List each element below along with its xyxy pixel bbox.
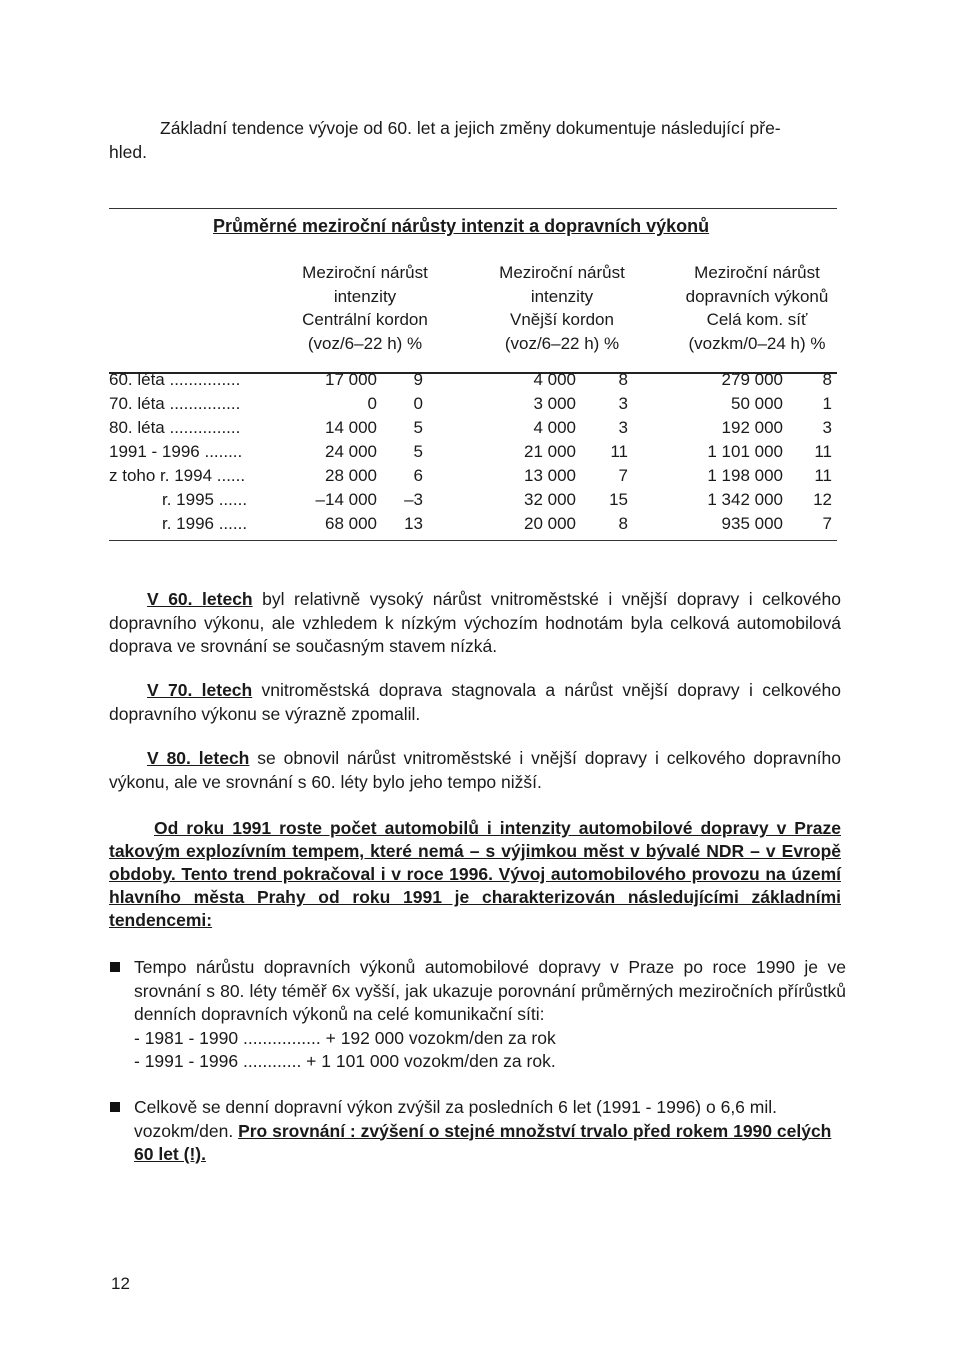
header-line: dopravních výkonů xyxy=(685,286,829,306)
paragraph-70s xyxy=(109,679,841,726)
row-label: r. 1996 ...... xyxy=(162,514,248,533)
row-label: 1991 - 1996 ........ xyxy=(109,442,243,461)
row-label: 70. léta ............... xyxy=(109,394,241,413)
table-row xyxy=(0,394,960,418)
header-line: intenzity xyxy=(333,286,397,306)
bullet-line: - 1991 - 1996 ............ + 1 101 000 vozokm/den za rok. xyxy=(134,1051,556,1071)
paragraph-60s xyxy=(109,588,841,659)
table-row xyxy=(0,418,960,442)
cell: 13 xyxy=(404,514,423,533)
cell: 50 000 xyxy=(731,394,783,413)
table-row xyxy=(0,370,960,394)
header-line: (voz/6–22 h) % xyxy=(504,333,620,353)
column-header-outer-cordon xyxy=(457,261,667,355)
cell: 5 xyxy=(413,442,423,461)
table-row xyxy=(0,490,960,514)
header-line: (vozkm/0–24 h) % xyxy=(688,333,826,353)
cell: 1 xyxy=(822,394,832,413)
header-line: Meziroční nárůst xyxy=(694,263,820,282)
row-label: r. 1995 ...... xyxy=(162,490,248,509)
table-title: Průměrné meziroční nárůsty intenzit a dopravních výkonů xyxy=(213,216,710,236)
cell: 11 xyxy=(610,442,628,461)
row-label: z toho r. 1994 ...... xyxy=(109,466,246,485)
cell: 6 xyxy=(413,466,423,485)
cell: 192 000 xyxy=(721,418,783,437)
paragraph-lead: V 80. letech xyxy=(147,748,250,768)
intro-line-1: Základní tendence vývoje od 60. let a jejich změny dokumentuje následující pře- xyxy=(160,118,781,138)
header-line: Celá kom. síť xyxy=(706,310,808,329)
header-line: intenzity xyxy=(530,286,594,306)
table-top-rule xyxy=(109,208,837,209)
bullet-line: - 1981 - 1990 ................ + 192 000 vozokm/den za rok xyxy=(134,1027,556,1048)
bullet-text: Tempo nárůstu dopravních výkonů automobilové dopravy v Praze po roce 1990 je ve srovnání s 80. léty téměř 6x vyšší, jak ukazuje porovnání průměrných meziročních přírůstků denních dopravních výkonů na celé komunikační síti: xyxy=(134,957,846,1024)
cell: 935 000 xyxy=(721,514,783,533)
header-line: Meziroční nárůst xyxy=(302,263,428,282)
cell: 11 xyxy=(814,466,832,485)
highlighted-paragraph: Od roku 1991 roste počet automobilů i intenzity automobilové dopravy v Praze takovým explozívním tempem, které nemá – s výjimkou měst v bývalé NDR – v Evropě obdoby. Tento trend pokračoval i v roce 1996. Vývoj automobilového provozu na území hlavního města Prahy od roku 1991 je charakterizován následujícími základními tendencemi: xyxy=(109,818,841,930)
cell: 3 000 xyxy=(533,394,576,413)
bullet-square-icon xyxy=(110,1102,120,1112)
cell: 24 000 xyxy=(325,442,377,461)
cell: 14 000 xyxy=(325,418,377,437)
cell: 3 xyxy=(822,418,832,437)
paragraph-text: se obnovil nárůst vnitroměstské i vnější dopravy i celkového dopravního výkonu, ale ve srovnání s 60. léty bylo jeho tempo nižší. xyxy=(109,748,841,792)
cell: 1 101 000 xyxy=(707,442,783,461)
cell: 20 000 xyxy=(524,514,576,533)
cell: 7 xyxy=(618,466,628,485)
cell: 15 xyxy=(609,490,628,509)
cell: 12 xyxy=(813,490,832,509)
cell: 7 xyxy=(822,514,832,533)
cell: 17 000 xyxy=(325,370,377,389)
column-header-network xyxy=(652,261,862,355)
bullet-square-icon xyxy=(110,962,120,972)
header-line: (voz/6–22 h) % xyxy=(307,333,423,353)
cell: 68 000 xyxy=(325,514,377,533)
table-row xyxy=(0,466,960,490)
cell: 0 xyxy=(367,394,377,413)
cell: 0 xyxy=(413,394,423,413)
cell: 8 xyxy=(618,370,628,389)
cell: –3 xyxy=(404,490,423,509)
cell: 1 342 000 xyxy=(707,490,783,509)
header-line: Centrální kordon xyxy=(302,310,428,329)
paragraph-text: byl relativně vysoký nárůst vnitroměstské i vnější dopravy i celkového dopravního výkonu, ale vzhledem k nízkým výchozím hodnotám byla celková automobilová doprava ve srovnání se současným stavem nízká. xyxy=(109,589,841,656)
header-line: Meziroční nárůst xyxy=(499,263,625,282)
bullet-1 xyxy=(134,956,846,1074)
row-label: 80. léta ............... xyxy=(109,418,241,437)
cell: 9 xyxy=(413,370,423,389)
paragraph-lead: V 60. letech xyxy=(147,589,253,609)
cell: 3 xyxy=(618,418,628,437)
cell: 8 xyxy=(822,370,832,389)
column-header-central-cordon xyxy=(260,261,470,355)
table-row xyxy=(0,514,960,538)
paragraph-text: vnitroměstská doprava stagnovala a nárůst vnější dopravy i celkového dopravního výkonu se výrazně zpomalil. xyxy=(109,680,841,724)
cell: 279 000 xyxy=(721,370,783,389)
cell: 32 000 xyxy=(524,490,576,509)
bullet-emphasis: Pro srovnání : zvýšení o stejné množství trvalo před rokem 1990 celých 60 let (!). xyxy=(134,1120,832,1164)
cell: 28 000 xyxy=(325,466,377,485)
row-label: 60. léta ............... xyxy=(109,370,241,389)
cell: –14 000 xyxy=(315,490,377,509)
bullet-text: Celkově se denní dopravní výkon zvýšil za posledních 6 let (1991 - 1996) o 6,6 mil. vozokm/den. xyxy=(134,1097,777,1141)
cell: 21 000 xyxy=(524,442,576,461)
cell: 3 xyxy=(618,394,628,413)
bullet-2 xyxy=(134,1096,846,1167)
header-line: Vnější kordon xyxy=(510,310,614,329)
cell: 11 xyxy=(814,442,832,461)
paragraph-lead: V 70. letech xyxy=(147,680,253,700)
cell: 8 xyxy=(618,514,628,533)
paragraph-80s xyxy=(109,747,841,794)
page-number: 12 xyxy=(111,1274,130,1293)
cell: 5 xyxy=(413,418,423,437)
table-bottom-rule xyxy=(109,540,837,541)
cell: 4 000 xyxy=(533,370,576,389)
cell: 13 000 xyxy=(524,466,576,485)
intro-line-2: hled. xyxy=(109,142,147,162)
cell: 1 198 000 xyxy=(707,466,783,485)
cell: 4 000 xyxy=(533,418,576,437)
table-row xyxy=(0,442,960,466)
